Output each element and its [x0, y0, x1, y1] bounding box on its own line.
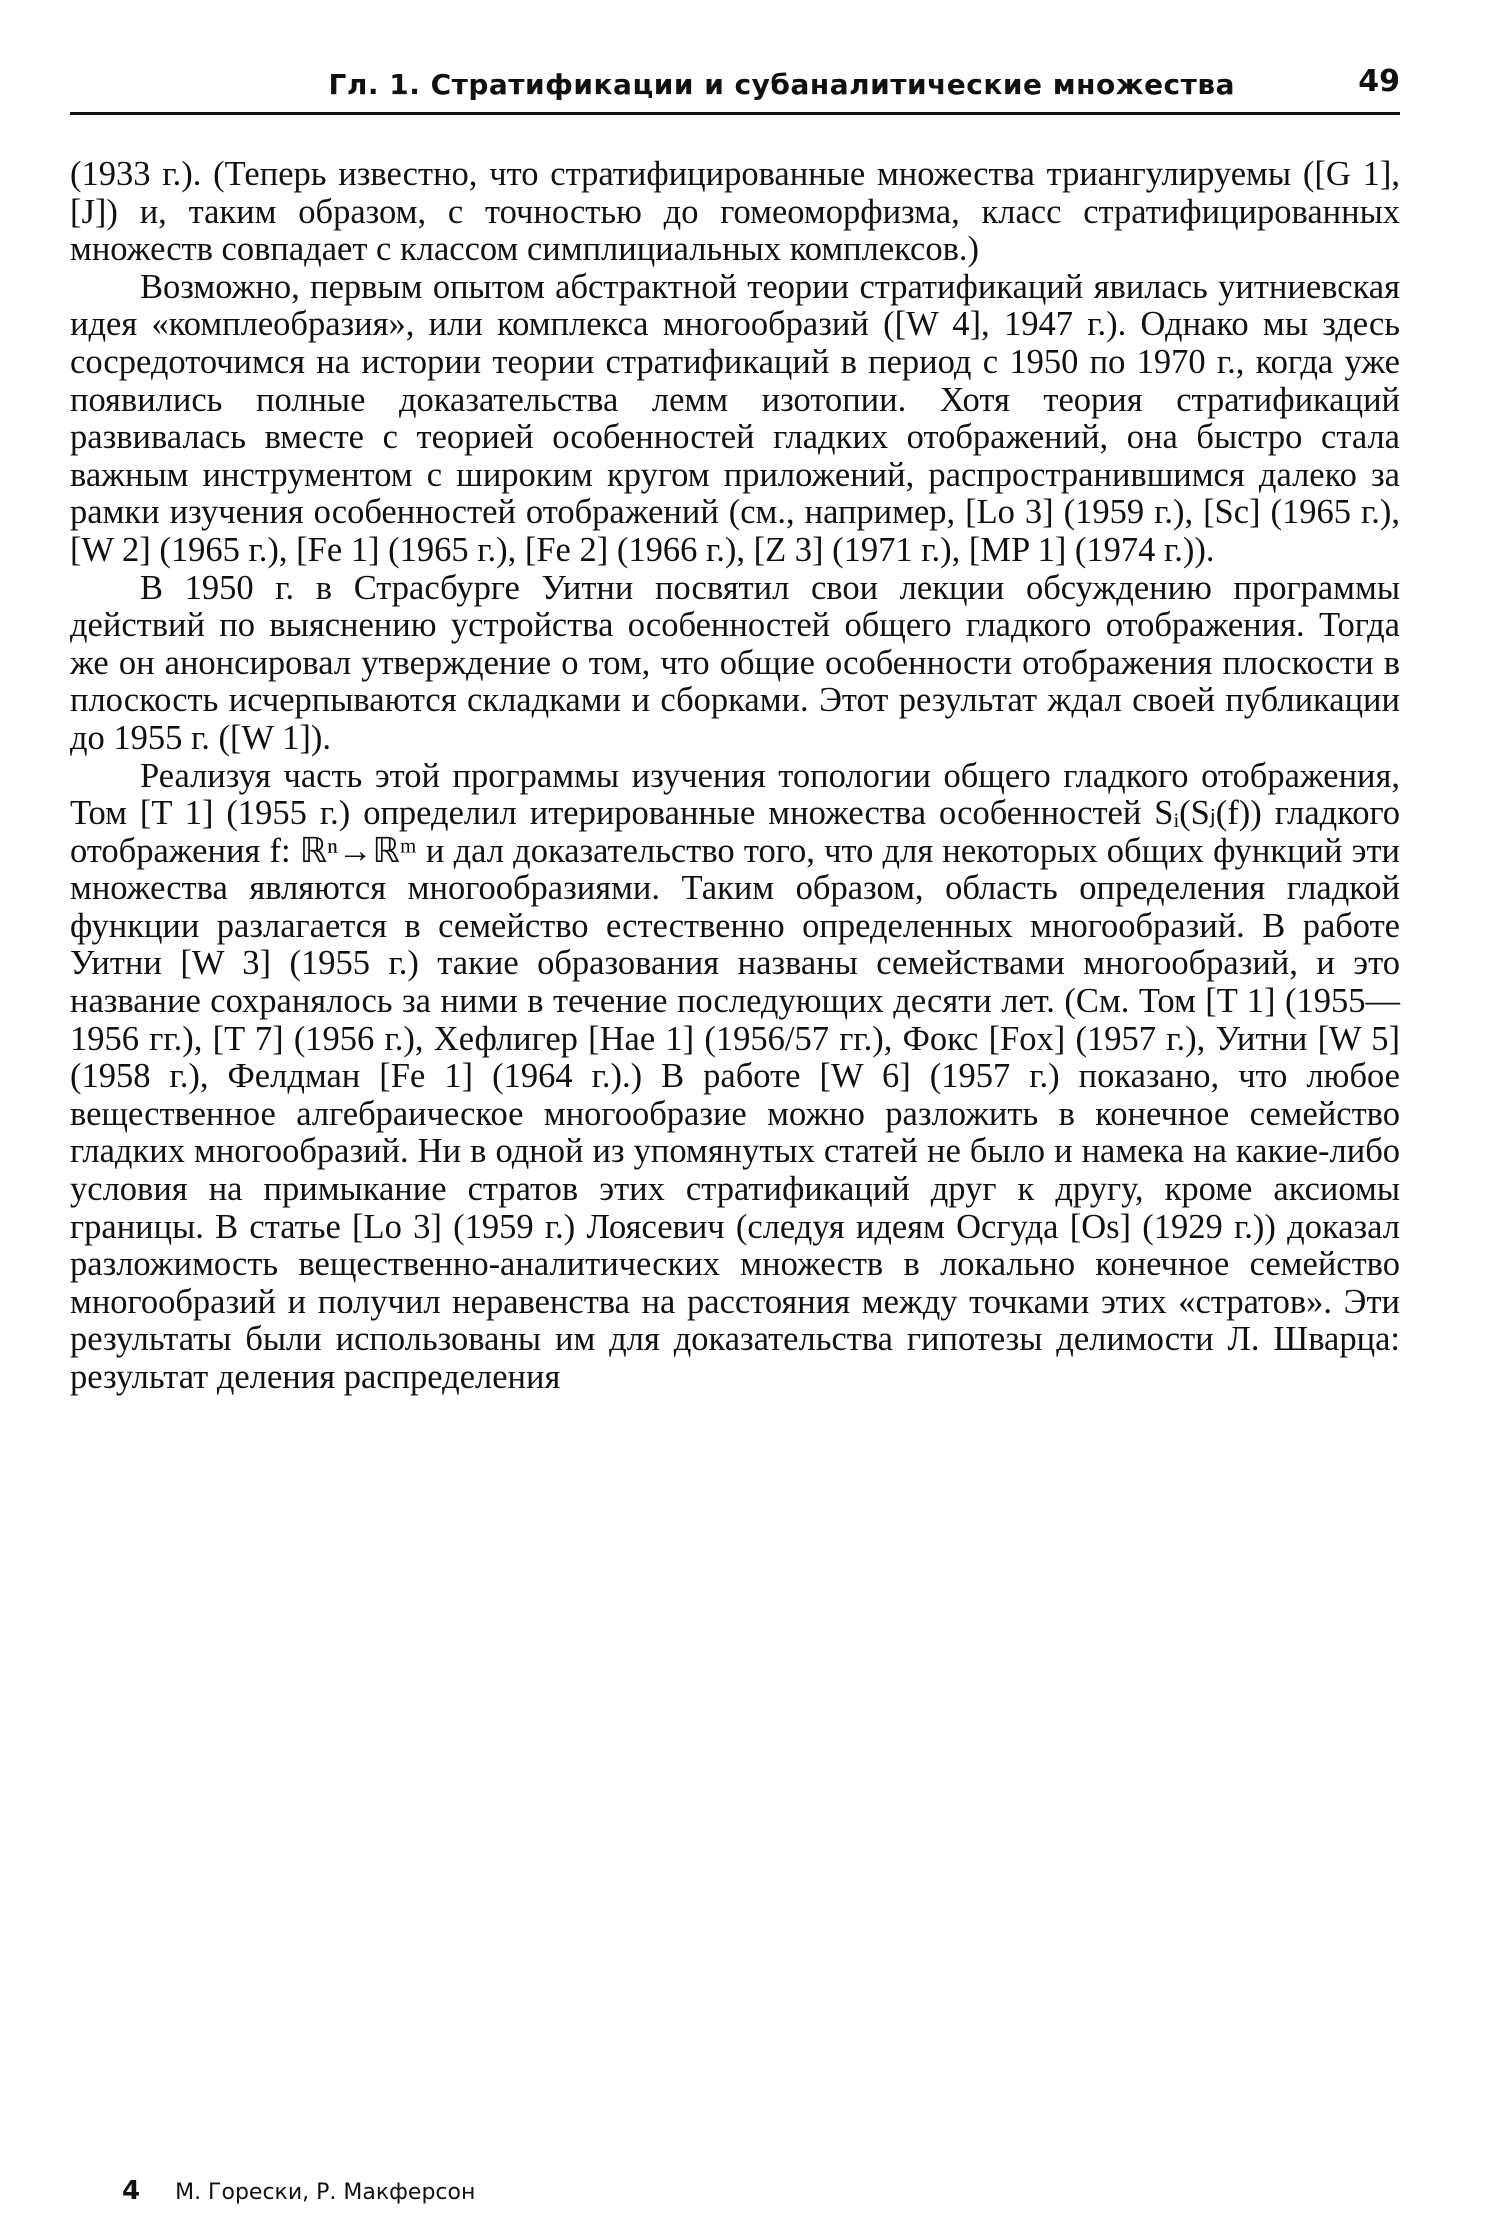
page-number: 49	[1358, 64, 1400, 99]
paragraph-2: Возможно, первым опытом абстрактной теории стратификаций явилась уитниевская идея «комплеобразия», или комплекса многообразий ([W 4], 1947 г.). Однако мы здесь сосредоточимся на истории теории стратификаций в период с 1950 по 1970 г., когда уже появились полные доказательства лемм изотопии. Хотя теория стратификаций развивалась вместе с теорией особенностей гладких отображений, она быстро стала важным инструментом с широким кругом приложений, распространившимся далеко за рамки изучения особенностей отображений (см., например, [Lo 3] (1959 г.), [Sc] (1965 г.), [W 2] (1965 г.), [Fe 1] (1965 г.), [Fe 2] (1966 г.), [Z 3] (1971 г.), [MP 1] (1974 г.)).	[70, 267, 1400, 569]
running-header	[70, 62, 1400, 115]
signature-footer	[122, 2176, 475, 2206]
signature-number: 4	[122, 2176, 141, 2206]
paragraph-4: Реализуя часть этой программы изучения топологии общего гладкого отображения, Том [T 1] (1955 г.) определил итерированные множества особенностей Sᵢ(Sⱼ(f)) гладкого отображения f: ℝⁿ→ℝᵐ и дал доказательство того, что для некоторых общих функций эти множества являются многообразиями. Таким образом, область определения гладкой функции разлагается в семейство естественно определенных многообразий. В работе Уитни [W 3] (1955 г.) такие образования названы семействами многообразий, и это название сохранялось за ними в течение последующих десяти лет. (См. Том [T 1] (1955—1956 гг.), [T 7] (1956 г.), Хефлигер [Hae 1] (1956/57 гг.), Фокс [Fox] (1957 г.), Уитни [W 5] (1958 г.), Фелдман [Fe 1] (1964 г.).) В работе [W 6] (1957 г.) показано, что любое вещественное алгебраическое многообразие можно разложить в конечное семейство гладких многообразий. Ни в одной из упомянутых статей не было и намека на какие-либо условия на примыкание стратов этих стратификаций друг к другу, кроме аксиомы границы. В статье [Lo 3] (1959 г.) Лоясевич (следуя идеям Осгуда [Os] (1929 г.)) доказал разложимость вещественно-аналитических множеств в локально конечное семейство многообразий и получил неравенства на расстояния между точками этих «стратов». Эти результаты были использованы им для доказательства гипотезы делимости Л. Шварца: результат деления распределения	[70, 756, 1400, 1396]
paragraph-1: (1933 г.). (Теперь известно, что стратифицированные множества триангулируемы ([G 1], [J]) и, таким образом, с точностью до гомеоморфизма, класс стратифицированных множеств совпадает с классом симплициальных комплексов.)	[70, 155, 1400, 269]
running-title: Гл. 1. Стратификации и субаналитические множества	[328, 68, 1235, 101]
signature-text: М. Горески, Р. Макферсон	[175, 2180, 476, 2205]
paragraph-3: В 1950 г. в Страсбурге Уитни посвятил свои лекции обсуждению программы действий по выяснению устройства особенностей общего гладкого отображения. Тогда же он анонсировал утверждение о том, что общие особенности отображения плоскости в плоскость исчерпываются складками и сборками. Этот результат ждал своей публикации до 1955 г. ([W 1]).	[70, 568, 1400, 757]
body-text	[70, 156, 1400, 1397]
